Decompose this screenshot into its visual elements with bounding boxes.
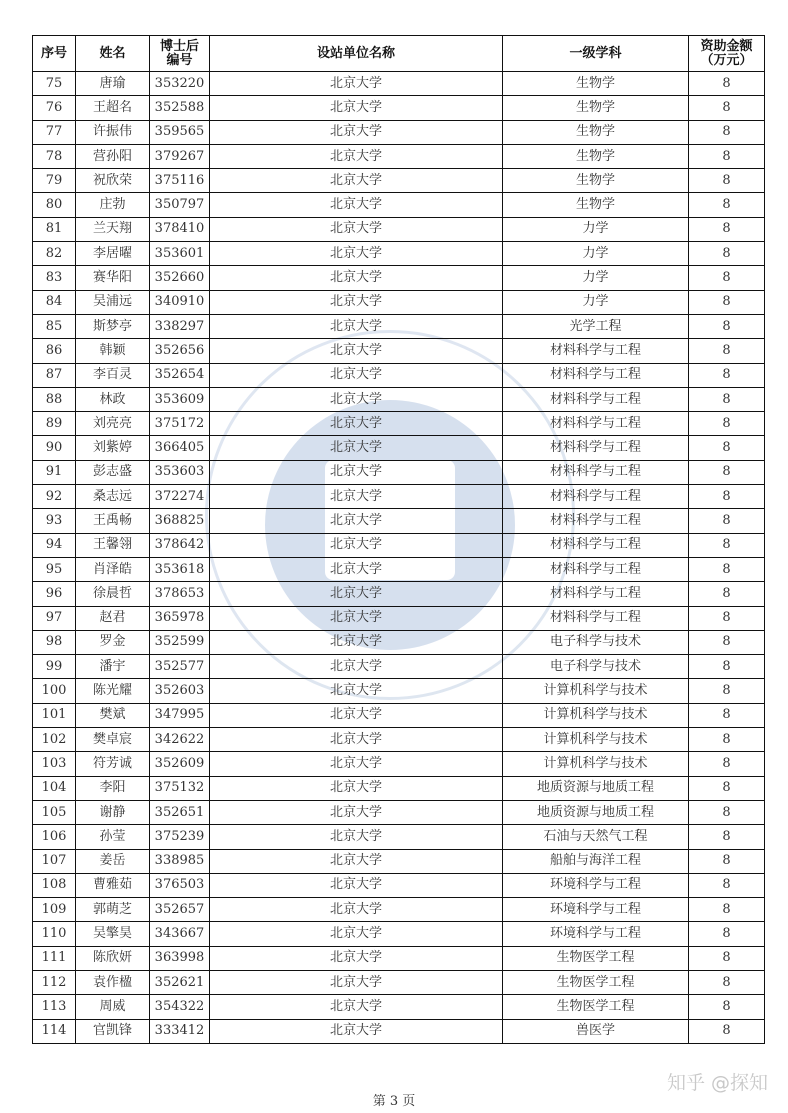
cell-subject: 地质资源与地质工程 <box>503 800 689 824</box>
cell-unit: 北京大学 <box>210 825 503 849</box>
cell-name: 王禹畅 <box>76 509 150 533</box>
header-amount-line2: （万元） <box>700 52 753 68</box>
cell-amount: 8 <box>689 630 765 654</box>
table-row <box>33 606 765 630</box>
cell-unit: 北京大学 <box>210 533 503 557</box>
cell-unit: 北京大学 <box>210 557 503 581</box>
cell-amount: 8 <box>689 970 765 994</box>
cell-postdoc-id: 353220 <box>150 72 210 96</box>
cell-unit: 北京大学 <box>210 849 503 873</box>
cell-name: 许振伟 <box>76 120 150 144</box>
cell-no: 87 <box>33 363 76 387</box>
cell-amount: 8 <box>689 96 765 120</box>
cell-postdoc-id: 363998 <box>150 946 210 970</box>
table-row <box>33 96 765 120</box>
cell-name: 周威 <box>76 995 150 1019</box>
cell-unit: 北京大学 <box>210 144 503 168</box>
table-row <box>33 995 765 1019</box>
cell-unit: 北京大学 <box>210 485 503 509</box>
cell-subject: 力学 <box>503 290 689 314</box>
cell-amount: 8 <box>689 72 765 96</box>
cell-name: 陈光耀 <box>76 679 150 703</box>
cell-postdoc-id: 352660 <box>150 266 210 290</box>
cell-postdoc-id: 368825 <box>150 509 210 533</box>
cell-subject: 计算机科学与技术 <box>503 728 689 752</box>
cell-amount: 8 <box>689 509 765 533</box>
cell-no: 89 <box>33 412 76 436</box>
cell-postdoc-id: 353609 <box>150 387 210 411</box>
cell-postdoc-id: 352599 <box>150 630 210 654</box>
cell-name: 陈欣妍 <box>76 946 150 970</box>
cell-unit: 北京大学 <box>210 387 503 411</box>
cell-no: 101 <box>33 703 76 727</box>
cell-no: 103 <box>33 752 76 776</box>
table-row <box>33 728 765 752</box>
cell-name: 彭志盛 <box>76 460 150 484</box>
cell-subject: 力学 <box>503 266 689 290</box>
cell-name: 王馨翎 <box>76 533 150 557</box>
cell-no: 104 <box>33 776 76 800</box>
table-row <box>33 314 765 338</box>
cell-no: 81 <box>33 217 76 241</box>
cell-unit: 北京大学 <box>210 339 503 363</box>
cell-name: 郭萌芝 <box>76 898 150 922</box>
cell-subject: 材料科学与工程 <box>503 533 689 557</box>
cell-no: 112 <box>33 970 76 994</box>
cell-postdoc-id: 353618 <box>150 557 210 581</box>
cell-unit: 北京大学 <box>210 169 503 193</box>
cell-subject: 光学工程 <box>503 314 689 338</box>
cell-amount: 8 <box>689 606 765 630</box>
table-row <box>33 412 765 436</box>
cell-unit: 北京大学 <box>210 193 503 217</box>
cell-name: 赛华阳 <box>76 266 150 290</box>
table-row <box>33 485 765 509</box>
cell-name: 刘亮亮 <box>76 412 150 436</box>
cell-postdoc-id: 365978 <box>150 606 210 630</box>
cell-subject: 材料科学与工程 <box>503 363 689 387</box>
cell-name: 潘宇 <box>76 655 150 679</box>
cell-unit: 北京大学 <box>210 509 503 533</box>
table-row <box>33 776 765 800</box>
cell-postdoc-id: 340910 <box>150 290 210 314</box>
cell-amount: 8 <box>689 582 765 606</box>
cell-subject: 生物学 <box>503 120 689 144</box>
cell-name: 谢静 <box>76 800 150 824</box>
header-amount <box>689 36 765 72</box>
cell-no: 77 <box>33 120 76 144</box>
cell-postdoc-id: 347995 <box>150 703 210 727</box>
cell-subject: 生物医学工程 <box>503 995 689 1019</box>
table-row <box>33 557 765 581</box>
cell-postdoc-id: 343667 <box>150 922 210 946</box>
cell-no: 90 <box>33 436 76 460</box>
cell-name: 樊斌 <box>76 703 150 727</box>
cell-subject: 计算机科学与技术 <box>503 679 689 703</box>
cell-amount: 8 <box>689 995 765 1019</box>
cell-no: 107 <box>33 849 76 873</box>
cell-name: 营孙阳 <box>76 144 150 168</box>
page-number: 第 3 页 <box>372 1094 416 1109</box>
header-postdoc-id-line2: 编号 <box>166 52 193 68</box>
cell-subject: 材料科学与工程 <box>503 509 689 533</box>
table-row <box>33 144 765 168</box>
cell-no: 100 <box>33 679 76 703</box>
cell-name: 袁作楹 <box>76 970 150 994</box>
cell-name: 李阳 <box>76 776 150 800</box>
table-row <box>33 509 765 533</box>
cell-name: 樊卓宸 <box>76 728 150 752</box>
cell-amount: 8 <box>689 363 765 387</box>
cell-postdoc-id: 352657 <box>150 898 210 922</box>
cell-unit: 北京大学 <box>210 290 503 314</box>
cell-subject: 电子科学与技术 <box>503 630 689 654</box>
cell-unit: 北京大学 <box>210 606 503 630</box>
cell-subject: 生物学 <box>503 96 689 120</box>
cell-amount: 8 <box>689 217 765 241</box>
header-no: 序号 <box>33 36 76 72</box>
cell-subject: 环境科学与工程 <box>503 898 689 922</box>
cell-postdoc-id: 352621 <box>150 970 210 994</box>
cell-subject: 材料科学与工程 <box>503 460 689 484</box>
cell-subject: 环境科学与工程 <box>503 873 689 897</box>
cell-postdoc-id: 352603 <box>150 679 210 703</box>
table-row <box>33 242 765 266</box>
cell-name: 李居曜 <box>76 242 150 266</box>
cell-postdoc-id: 375172 <box>150 412 210 436</box>
cell-no: 110 <box>33 922 76 946</box>
cell-subject: 生物医学工程 <box>503 946 689 970</box>
cell-unit: 北京大学 <box>210 946 503 970</box>
cell-no: 106 <box>33 825 76 849</box>
cell-name: 刘紫婷 <box>76 436 150 460</box>
cell-unit: 北京大学 <box>210 72 503 96</box>
cell-unit: 北京大学 <box>210 970 503 994</box>
cell-name: 徐晨哲 <box>76 582 150 606</box>
cell-no: 78 <box>33 144 76 168</box>
cell-subject: 兽医学 <box>503 1019 689 1043</box>
cell-name: 庄勃 <box>76 193 150 217</box>
cell-unit: 北京大学 <box>210 776 503 800</box>
cell-no: 95 <box>33 557 76 581</box>
table-row <box>33 363 765 387</box>
cell-no: 80 <box>33 193 76 217</box>
cell-postdoc-id: 354322 <box>150 995 210 1019</box>
cell-no: 111 <box>33 946 76 970</box>
table-row <box>33 946 765 970</box>
cell-name: 斯梦亭 <box>76 314 150 338</box>
cell-unit: 北京大学 <box>210 703 503 727</box>
cell-unit: 北京大学 <box>210 96 503 120</box>
cell-subject: 材料科学与工程 <box>503 582 689 606</box>
cell-unit: 北京大学 <box>210 630 503 654</box>
cell-subject: 力学 <box>503 217 689 241</box>
table-row <box>33 387 765 411</box>
cell-amount: 8 <box>689 412 765 436</box>
cell-no: 98 <box>33 630 76 654</box>
cell-amount: 8 <box>689 655 765 679</box>
source-watermark: 知乎 @探知 <box>666 1072 768 1094</box>
table-row <box>33 193 765 217</box>
header-postdoc-id-line1: 博士后 <box>159 38 199 54</box>
table-row <box>33 460 765 484</box>
cell-amount: 8 <box>689 946 765 970</box>
cell-no: 76 <box>33 96 76 120</box>
cell-subject: 材料科学与工程 <box>503 436 689 460</box>
cell-unit: 北京大学 <box>210 363 503 387</box>
cell-no: 84 <box>33 290 76 314</box>
cell-name: 王超名 <box>76 96 150 120</box>
table-row <box>33 72 765 96</box>
cell-name: 曹雅茹 <box>76 873 150 897</box>
table-row <box>33 630 765 654</box>
cell-postdoc-id: 378410 <box>150 217 210 241</box>
cell-postdoc-id: 353601 <box>150 242 210 266</box>
cell-unit: 北京大学 <box>210 922 503 946</box>
cell-subject: 材料科学与工程 <box>503 412 689 436</box>
table-row <box>33 1019 765 1043</box>
cell-subject: 生物医学工程 <box>503 970 689 994</box>
cell-unit: 北京大学 <box>210 436 503 460</box>
table-row <box>33 800 765 824</box>
cell-amount: 8 <box>689 460 765 484</box>
cell-postdoc-id: 352609 <box>150 752 210 776</box>
cell-unit: 北京大学 <box>210 242 503 266</box>
cell-subject: 生物学 <box>503 72 689 96</box>
cell-amount: 8 <box>689 557 765 581</box>
cell-amount: 8 <box>689 873 765 897</box>
table-row <box>33 169 765 193</box>
cell-amount: 8 <box>689 120 765 144</box>
table-row <box>33 533 765 557</box>
cell-no: 99 <box>33 655 76 679</box>
cell-amount: 8 <box>689 849 765 873</box>
cell-name: 孙莹 <box>76 825 150 849</box>
table-row <box>33 582 765 606</box>
cell-amount: 8 <box>689 290 765 314</box>
cell-amount: 8 <box>689 242 765 266</box>
cell-amount: 8 <box>689 679 765 703</box>
cell-name: 兰天翔 <box>76 217 150 241</box>
cell-subject: 环境科学与工程 <box>503 922 689 946</box>
header-amount-line1: 资助金额 <box>700 38 753 54</box>
cell-subject: 石油与天然气工程 <box>503 825 689 849</box>
cell-postdoc-id: 366405 <box>150 436 210 460</box>
cell-name: 罗金 <box>76 630 150 654</box>
cell-postdoc-id: 359565 <box>150 120 210 144</box>
cell-postdoc-id: 353603 <box>150 460 210 484</box>
cell-subject: 材料科学与工程 <box>503 485 689 509</box>
cell-postdoc-id: 342622 <box>150 728 210 752</box>
cell-subject: 材料科学与工程 <box>503 606 689 630</box>
cell-no: 92 <box>33 485 76 509</box>
cell-unit: 北京大学 <box>210 752 503 776</box>
cell-name: 林政 <box>76 387 150 411</box>
cell-postdoc-id: 352588 <box>150 96 210 120</box>
cell-postdoc-id: 350797 <box>150 193 210 217</box>
cell-amount: 8 <box>689 193 765 217</box>
cell-amount: 8 <box>689 776 765 800</box>
cell-amount: 8 <box>689 898 765 922</box>
cell-no: 83 <box>33 266 76 290</box>
table-body <box>33 72 765 1044</box>
cell-no: 75 <box>33 72 76 96</box>
table-row <box>33 339 765 363</box>
cell-amount: 8 <box>689 436 765 460</box>
cell-subject: 材料科学与工程 <box>503 387 689 411</box>
table-row <box>33 120 765 144</box>
cell-postdoc-id: 352656 <box>150 339 210 363</box>
cell-unit: 北京大学 <box>210 728 503 752</box>
cell-subject: 计算机科学与技术 <box>503 703 689 727</box>
cell-amount: 8 <box>689 728 765 752</box>
cell-no: 114 <box>33 1019 76 1043</box>
cell-amount: 8 <box>689 314 765 338</box>
cell-unit: 北京大学 <box>210 898 503 922</box>
cell-amount: 8 <box>689 922 765 946</box>
cell-name: 唐瑜 <box>76 72 150 96</box>
cell-unit: 北京大学 <box>210 217 503 241</box>
table-row <box>33 873 765 897</box>
cell-amount: 8 <box>689 387 765 411</box>
cell-postdoc-id: 376503 <box>150 873 210 897</box>
table-row <box>33 970 765 994</box>
cell-unit: 北京大学 <box>210 460 503 484</box>
cell-no: 82 <box>33 242 76 266</box>
cell-amount: 8 <box>689 825 765 849</box>
header-subject: 一级学科 <box>503 36 689 72</box>
cell-unit: 北京大学 <box>210 582 503 606</box>
cell-postdoc-id: 352651 <box>150 800 210 824</box>
cell-amount: 8 <box>689 169 765 193</box>
cell-unit: 北京大学 <box>210 1019 503 1043</box>
cell-no: 85 <box>33 314 76 338</box>
cell-name: 官凯锋 <box>76 1019 150 1043</box>
cell-no: 91 <box>33 460 76 484</box>
cell-name: 肖泽皓 <box>76 557 150 581</box>
cell-unit: 北京大学 <box>210 873 503 897</box>
cell-no: 102 <box>33 728 76 752</box>
funding-list-table <box>32 35 765 1044</box>
cell-no: 109 <box>33 898 76 922</box>
cell-amount: 8 <box>689 752 765 776</box>
cell-postdoc-id: 338985 <box>150 849 210 873</box>
cell-unit: 北京大学 <box>210 314 503 338</box>
cell-amount: 8 <box>689 1019 765 1043</box>
cell-no: 93 <box>33 509 76 533</box>
cell-no: 108 <box>33 873 76 897</box>
cell-amount: 8 <box>689 800 765 824</box>
cell-unit: 北京大学 <box>210 800 503 824</box>
cell-postdoc-id: 333412 <box>150 1019 210 1043</box>
table-row <box>33 849 765 873</box>
cell-postdoc-id: 378653 <box>150 582 210 606</box>
table-row <box>33 436 765 460</box>
cell-unit: 北京大学 <box>210 679 503 703</box>
cell-name: 韩颖 <box>76 339 150 363</box>
cell-subject: 材料科学与工程 <box>503 557 689 581</box>
cell-no: 105 <box>33 800 76 824</box>
cell-postdoc-id: 375116 <box>150 169 210 193</box>
table-row <box>33 655 765 679</box>
table-row <box>33 898 765 922</box>
cell-subject: 生物学 <box>503 144 689 168</box>
cell-amount: 8 <box>689 533 765 557</box>
table-header-row <box>33 36 765 72</box>
cell-postdoc-id: 352577 <box>150 655 210 679</box>
cell-name: 赵君 <box>76 606 150 630</box>
table-row <box>33 922 765 946</box>
cell-postdoc-id: 372274 <box>150 485 210 509</box>
cell-no: 94 <box>33 533 76 557</box>
cell-subject: 生物学 <box>503 169 689 193</box>
cell-subject: 材料科学与工程 <box>503 339 689 363</box>
cell-name: 祝欣荣 <box>76 169 150 193</box>
cell-unit: 北京大学 <box>210 655 503 679</box>
cell-no: 79 <box>33 169 76 193</box>
cell-name: 吴浦远 <box>76 290 150 314</box>
cell-subject: 生物学 <box>503 193 689 217</box>
cell-subject: 地质资源与地质工程 <box>503 776 689 800</box>
cell-amount: 8 <box>689 266 765 290</box>
table-row <box>33 217 765 241</box>
cell-postdoc-id: 379267 <box>150 144 210 168</box>
cell-postdoc-id: 378642 <box>150 533 210 557</box>
cell-no: 113 <box>33 995 76 1019</box>
cell-postdoc-id: 338297 <box>150 314 210 338</box>
cell-subject: 船舶与海洋工程 <box>503 849 689 873</box>
cell-postdoc-id: 375132 <box>150 776 210 800</box>
cell-name: 吴擎昊 <box>76 922 150 946</box>
cell-no: 96 <box>33 582 76 606</box>
cell-name: 桑志远 <box>76 485 150 509</box>
header-postdoc-id <box>150 36 210 72</box>
cell-no: 86 <box>33 339 76 363</box>
cell-no: 97 <box>33 606 76 630</box>
cell-postdoc-id: 375239 <box>150 825 210 849</box>
cell-no: 88 <box>33 387 76 411</box>
cell-unit: 北京大学 <box>210 995 503 1019</box>
table-row <box>33 752 765 776</box>
cell-subject: 电子科学与技术 <box>503 655 689 679</box>
cell-subject: 计算机科学与技术 <box>503 752 689 776</box>
table-row <box>33 266 765 290</box>
cell-amount: 8 <box>689 485 765 509</box>
cell-unit: 北京大学 <box>210 412 503 436</box>
cell-name: 符芳诚 <box>76 752 150 776</box>
cell-name: 李百灵 <box>76 363 150 387</box>
table-row <box>33 679 765 703</box>
header-unit: 设站单位名称 <box>210 36 503 72</box>
header-name: 姓名 <box>76 36 150 72</box>
cell-unit: 北京大学 <box>210 120 503 144</box>
cell-unit: 北京大学 <box>210 266 503 290</box>
table-row <box>33 825 765 849</box>
cell-amount: 8 <box>689 144 765 168</box>
cell-subject: 力学 <box>503 242 689 266</box>
table-row <box>33 290 765 314</box>
cell-amount: 8 <box>689 339 765 363</box>
table-row <box>33 703 765 727</box>
cell-name: 姜岳 <box>76 849 150 873</box>
cell-postdoc-id: 352654 <box>150 363 210 387</box>
cell-amount: 8 <box>689 703 765 727</box>
